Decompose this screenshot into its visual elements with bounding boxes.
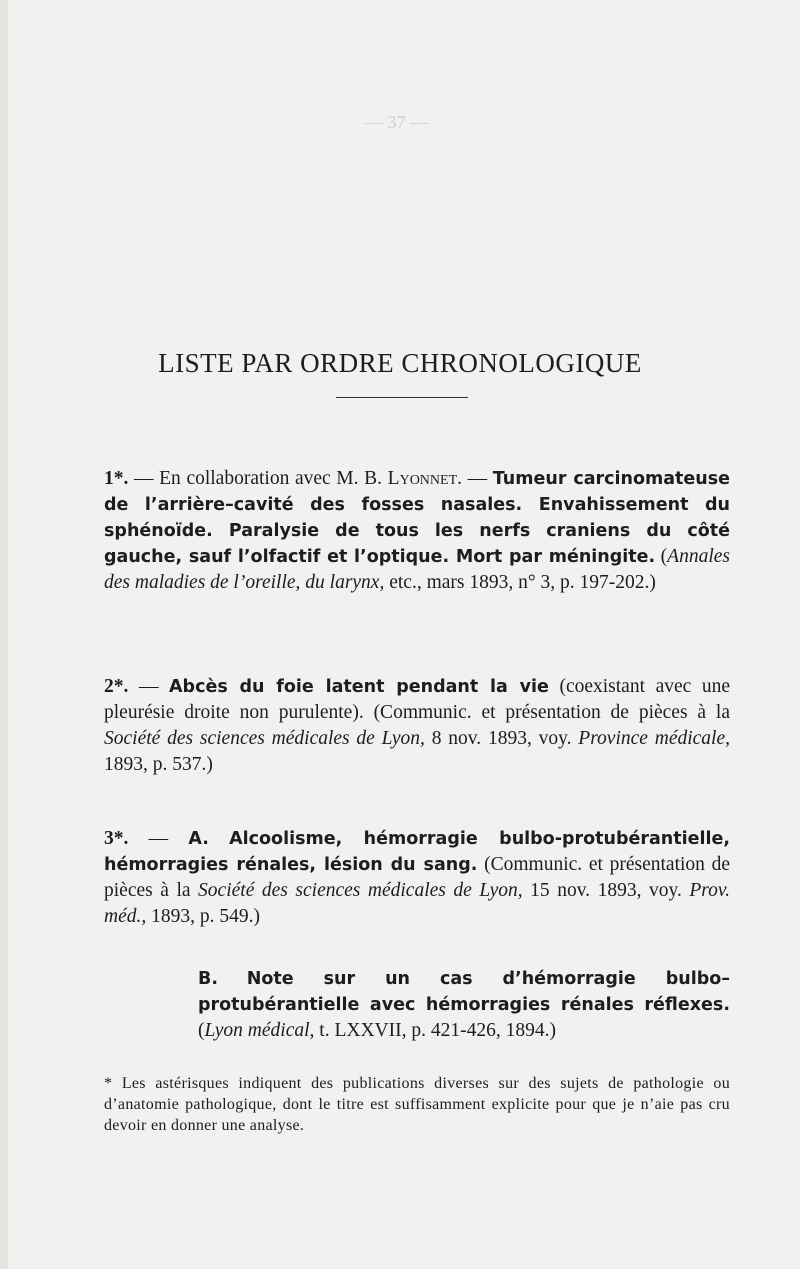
entry-title: Alcoolisme, hémorragie bulbo-protubérantielle, hémorragies rénales, lésion du sang.	[104, 829, 731, 875]
page-title: LISTE PAR ORDRE CHRONOLOGIQUE	[158, 348, 642, 379]
entry-text: — En collaboration avec M. B.	[128, 468, 388, 489]
sub-label: B.	[198, 969, 218, 989]
entry-text: . —	[457, 468, 493, 489]
journal-name: Province médicale,	[578, 728, 730, 749]
entry-number: 1*.	[104, 468, 129, 489]
entry-3a	[104, 826, 730, 930]
entry-1	[104, 466, 730, 596]
journal-name: Prov. méd.,	[104, 880, 730, 927]
entry-reference: 1893, p. 537.)	[104, 754, 213, 775]
entry-number: 2*.	[104, 676, 129, 697]
entry-text: (Communic. et présentation de pièces à la	[104, 854, 730, 901]
entry-2	[104, 674, 730, 778]
entry-text: 15 nov. 1893, voy.	[522, 880, 690, 901]
entry-3b	[104, 966, 730, 1044]
entry-text: (	[198, 1020, 205, 1041]
page-number: — 37 —	[365, 112, 428, 132]
title-rule	[336, 397, 468, 398]
entry-text: —	[128, 676, 170, 697]
page-edge	[0, 0, 8, 1269]
journal-name: Annales des maladies de l’oreille, du larynx,	[104, 546, 730, 593]
entry-reference: t. LXXVII, p. 421-426, 1894.)	[314, 1020, 556, 1041]
sub-label: A.	[188, 829, 209, 849]
entry-text: (coexistant avec une pleurésie droite non purulente). (Communic. et présentation de pièces à la	[104, 676, 731, 723]
entry-text: (	[655, 546, 668, 567]
entry-reference: 1893, p. 549.)	[146, 906, 260, 927]
entry-title: Abcès du foie latent pendant la vie	[169, 677, 549, 697]
entry-title: Tumeur carcinomateuse de l’arrière–cavité des fosses nasales. Envahissement du sphénoïde. Paralysie de tous les nerfs craniens du côté gauche, sauf l’olfactif et l’optique. Mort par méningite.	[104, 469, 731, 567]
entry-text: —	[128, 828, 189, 849]
entry-reference: etc., mars 1893, n° 3, p. 197-202.)	[384, 572, 656, 593]
entry-number: 3*.	[104, 828, 129, 849]
journal-name: Société des sciences médicales de Lyon,	[104, 728, 425, 749]
journal-name: Lyon médical,	[204, 1020, 315, 1041]
entry-text: 8 nov. 1893, voy.	[424, 728, 579, 749]
footnote: * Les astérisques indiquent des publications diverses sur des sujets de pathologie ou d’anatomie pathologique, dont le titre est suffisamment explicite pour que je n’aie pas cru devoir en donner une analyse.	[104, 1075, 730, 1134]
journal-name: Société des sciences médicales de Lyon,	[198, 880, 523, 901]
author-name: Lyonnet	[387, 468, 458, 489]
entry-title: Note sur un cas d’hémorragie bulbo–protubérantielle avec hémorragies rénales réflexes.	[198, 969, 730, 1015]
